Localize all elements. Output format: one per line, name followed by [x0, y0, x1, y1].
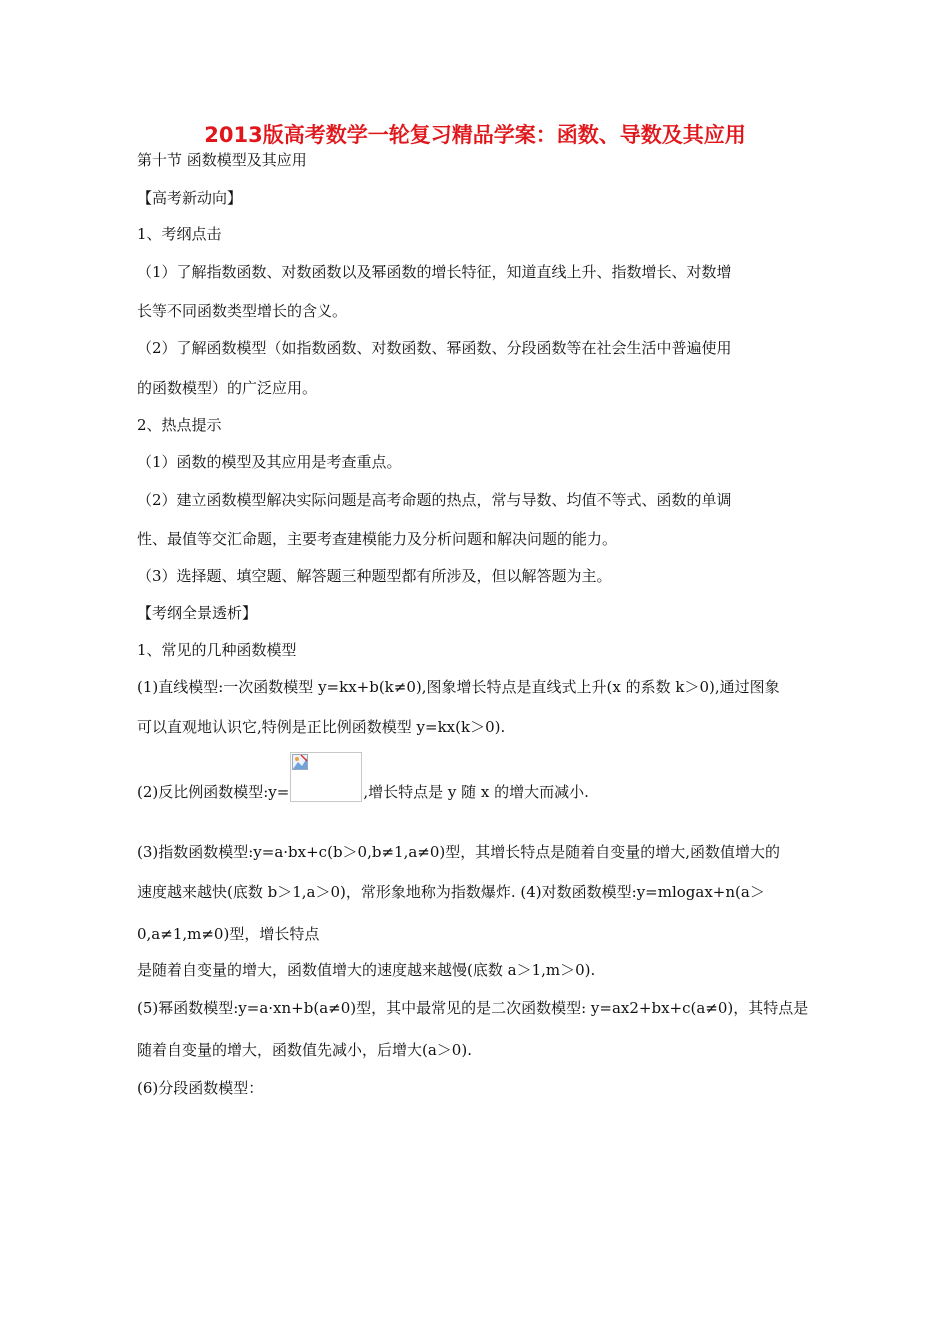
- paragraph-line: （1）了解指数函数、对数函数以及幂函数的增长特征，知道直线上升、指数增长、对数增: [137, 263, 732, 281]
- paragraph-line: (1)直线模型:一次函数模型 y=kx+b(k≠0),图象增长特点是直线式上升(x 的系数 k＞0),通过图象: [137, 678, 780, 696]
- paragraph-line: 0,a≠1,m≠0)型，增长特点: [137, 925, 320, 943]
- paragraph-line: 是随着自变量的增大，函数值增大的速度越来越慢(底数 a＞1,m＞0).: [137, 961, 596, 979]
- inverse-model-prefix: (2)反比例函数模型:y=: [137, 783, 290, 801]
- paragraph-line: 1、考纲点击: [137, 225, 222, 243]
- section-heading: 第十节 函数模型及其应用: [137, 151, 307, 169]
- inverse-model-suffix: ,增长特点是 y 随 x 的增大而减小.: [363, 783, 589, 801]
- paragraph-line: 随着自变量的增大，函数值先减小，后增大(a＞0).: [137, 1041, 472, 1059]
- paragraph-line: 长等不同函数类型增长的含义。: [137, 302, 348, 320]
- paragraph-line: (5)幂函数模型:y=a·xn+b(a≠0)型，其中最常见的是二次函数模型: y=ax2+bx+c(a≠0)，其特点是: [137, 999, 809, 1017]
- paragraph-line: (3)指数函数模型:y=a·bx+c(b＞0,b≠1,a≠0)型，其增长特点是随着自变量的增大,函数值增大的: [137, 843, 781, 861]
- paragraph-line: 可以直观地认识它,特例是正比例函数模型 y=kx(k＞0).: [137, 718, 506, 736]
- paragraph-line: 2、热点提示: [137, 416, 222, 434]
- paragraph-line: （2）了解函数模型（如指数函数、对数函数、幂函数、分段函数等在社会生活中普遍使用: [137, 339, 732, 357]
- document-title: 2013版高考数学一轮复习精品学案：函数、导数及其应用: [204, 123, 746, 147]
- paragraph-line: 的函数模型）的广泛应用。: [137, 379, 318, 397]
- paragraph-line: 性、最值等交汇命题，主要考查建模能力及分析问题和解决问题的能力。: [137, 530, 618, 548]
- paragraph-line: （2）建立函数模型解决实际问题是高考命题的热点，常与导数、均值不等式、函数的单调: [137, 491, 732, 509]
- paragraph-line: (6)分段函数模型：: [137, 1079, 264, 1097]
- broken-image-icon: [292, 754, 308, 770]
- paragraph-line: （3）选择题、填空题、解答题三种题型都有所涉及，但以解答题为主。: [137, 567, 612, 585]
- subsection-heading: 【考纲全景透析】: [137, 604, 258, 622]
- paragraph-line: （1）函数的模型及其应用是考查重点。: [137, 453, 402, 471]
- inverse-model-line: [137, 752, 827, 802]
- subsection-heading: 【高考新动向】: [137, 189, 243, 207]
- paragraph-line: 速度越来越快(底数 b＞1,a＞0)，常形象地称为指数爆炸. (4)对数函数模型:y=mlogax+n(a＞: [137, 883, 765, 901]
- formula-image-placeholder: [290, 752, 362, 802]
- paragraph-line: 1、常见的几种函数模型: [137, 641, 297, 659]
